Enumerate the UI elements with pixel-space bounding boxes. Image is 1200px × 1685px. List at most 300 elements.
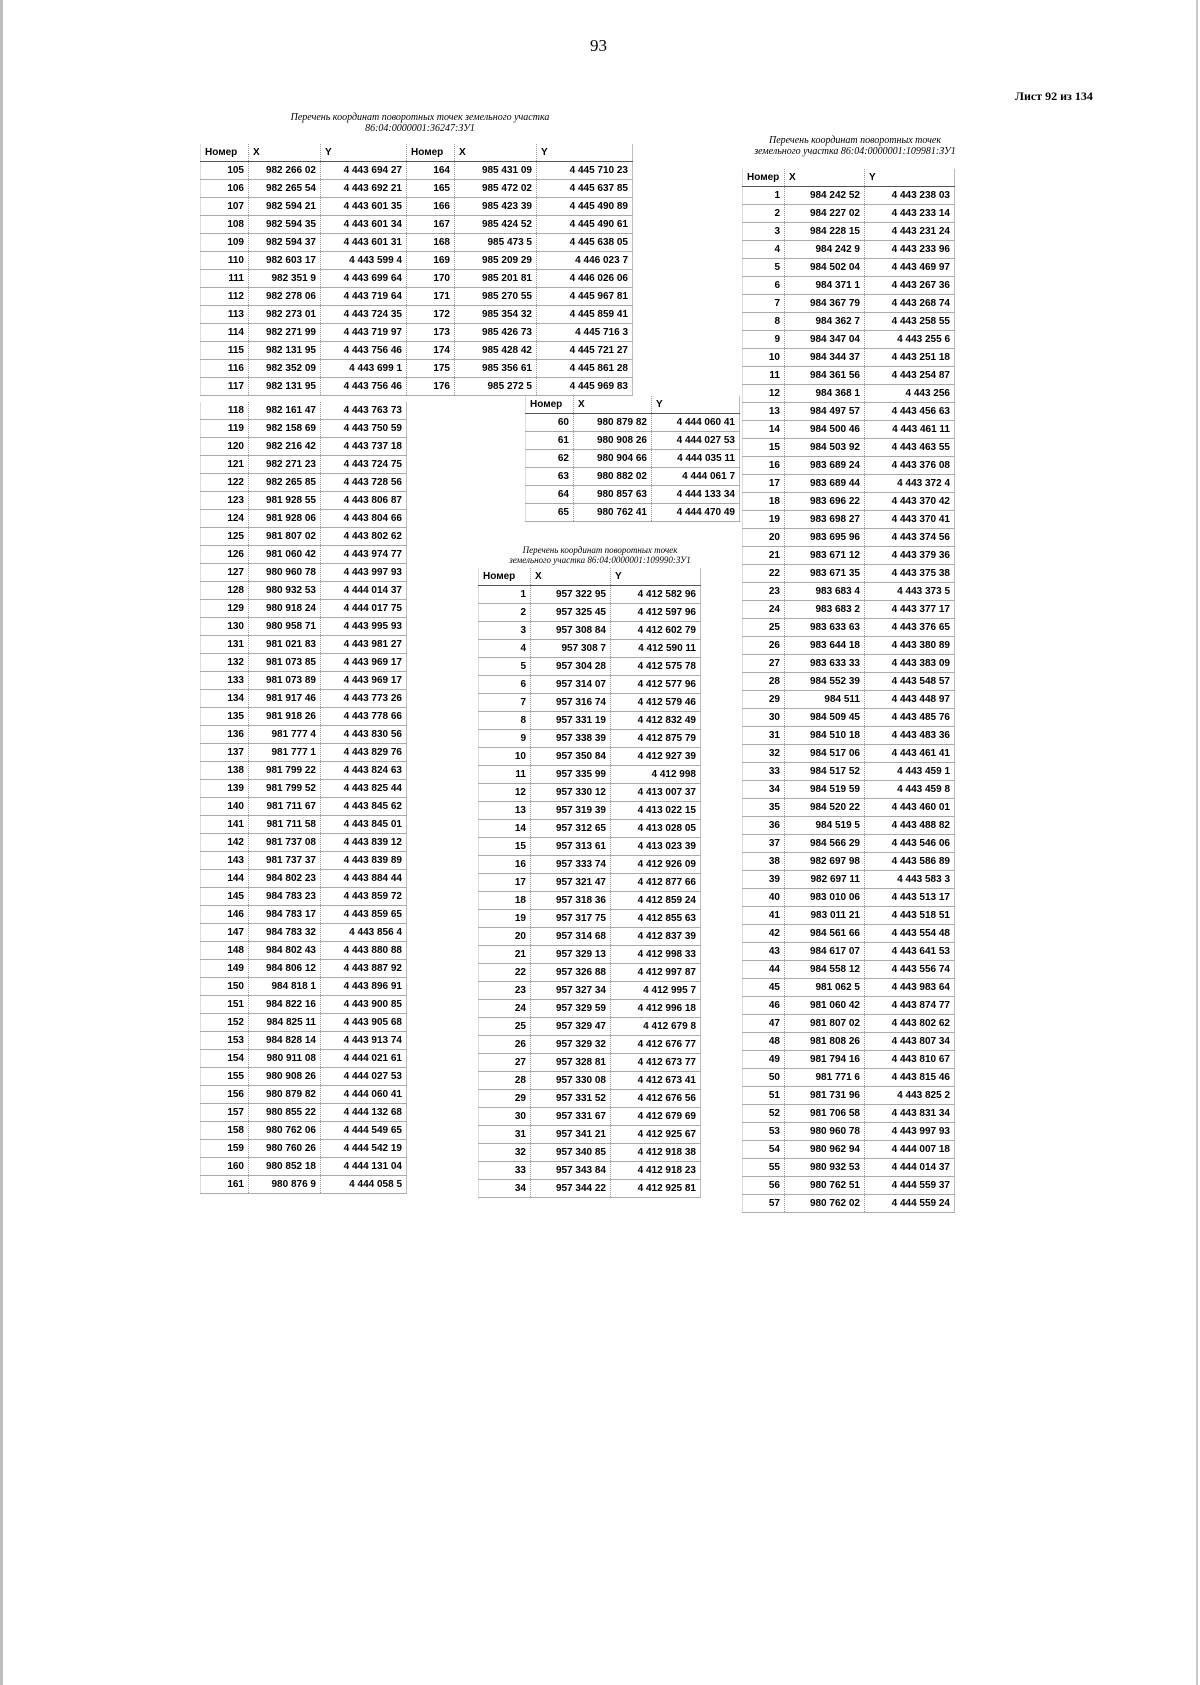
cell-y: 4 443 238 03 xyxy=(865,187,955,205)
cell-y: 4 444 132 68 xyxy=(321,1104,407,1122)
cell-x: 980 857 63 xyxy=(574,486,652,504)
table1-caption-line1: Перечень координат поворотных точек земельного участка xyxy=(290,112,550,123)
cell-number: 120 xyxy=(201,438,249,456)
cell-number: 143 xyxy=(201,852,249,870)
cell-number: 106 xyxy=(201,180,249,198)
cell-y: 4 412 918 23 xyxy=(611,1162,701,1180)
table-row xyxy=(479,1180,701,1198)
table1-caption xyxy=(260,112,580,134)
cell-y: 4 443 267 36 xyxy=(865,277,955,295)
cell-y: 4 443 763 73 xyxy=(321,402,407,420)
cell-x: 980 962 94 xyxy=(785,1141,865,1159)
cell-number: 127 xyxy=(201,564,249,582)
cell-number: 29 xyxy=(479,1090,531,1108)
cell-number: 43 xyxy=(743,943,785,961)
cell-y: 4 443 459 8 xyxy=(865,781,955,799)
table-row xyxy=(201,1176,407,1194)
table4-caption-line1: Перечень координат поворотных точек xyxy=(768,135,942,146)
cell-number: 13 xyxy=(479,802,531,820)
cell-x: 980 932 53 xyxy=(785,1159,865,1177)
cell-y: 4 443 374 56 xyxy=(865,529,955,547)
cell-x: 980 918 24 xyxy=(249,600,321,618)
cell-number: 60 xyxy=(526,414,574,432)
page-number: 93 xyxy=(590,36,607,55)
cell-x: 984 519 59 xyxy=(785,781,865,799)
cell-x: 985 354 32 xyxy=(455,306,537,324)
table-row xyxy=(201,456,407,474)
table-row xyxy=(526,504,740,522)
table-row xyxy=(479,910,701,928)
cell-y: 4 443 258 55 xyxy=(865,313,955,331)
cell-y: 4 413 022 15 xyxy=(611,802,701,820)
table-row xyxy=(743,817,955,835)
cell-x: 984 520 22 xyxy=(785,799,865,817)
table-row xyxy=(743,889,955,907)
table-row xyxy=(743,1069,955,1087)
table-row xyxy=(743,1195,955,1213)
cell-number: 52 xyxy=(743,1105,785,1123)
cell-y: 4 443 750 59 xyxy=(321,420,407,438)
cell-x: 957 308 7 xyxy=(531,640,611,658)
table-row xyxy=(743,799,955,817)
header-number: Номер xyxy=(407,144,455,162)
cell-y: 4 412 673 41 xyxy=(611,1072,701,1090)
cell-x: 980 908 26 xyxy=(249,1068,321,1086)
cell-y: 4 444 017 75 xyxy=(321,600,407,618)
cell-y: 4 445 859 41 xyxy=(537,306,633,324)
cell-number: 131 xyxy=(201,636,249,654)
cell-number: 21 xyxy=(479,946,531,964)
cell-number: 55 xyxy=(743,1159,785,1177)
table-row xyxy=(201,180,633,198)
cell-number: 22 xyxy=(743,565,785,583)
cell-number: 3 xyxy=(479,622,531,640)
cell-x: 982 594 37 xyxy=(249,234,321,252)
cell-y: 4 443 825 44 xyxy=(321,780,407,798)
cell-x: 982 603 17 xyxy=(249,252,321,270)
cell-y: 4 443 839 12 xyxy=(321,834,407,852)
table-row xyxy=(743,529,955,547)
cell-number: 165 xyxy=(407,180,455,198)
cell-x: 981 060 42 xyxy=(785,997,865,1015)
cell-y: 4 412 676 56 xyxy=(611,1090,701,1108)
table-row xyxy=(201,888,407,906)
table-row xyxy=(743,1159,955,1177)
cell-x: 980 762 02 xyxy=(785,1195,865,1213)
cell-number: 5 xyxy=(743,259,785,277)
cell-x: 980 760 26 xyxy=(249,1140,321,1158)
cell-number: 41 xyxy=(743,907,785,925)
cell-x: 957 340 85 xyxy=(531,1144,611,1162)
cell-x: 984 497 57 xyxy=(785,403,865,421)
table1-caption-line2: 86:04:0000001:36247:ЗУ1 xyxy=(365,123,475,134)
table-row xyxy=(743,979,955,997)
cell-number: 15 xyxy=(479,838,531,856)
cell-number: 146 xyxy=(201,906,249,924)
coordinates-table-1-continued xyxy=(200,402,407,1194)
cell-number: 175 xyxy=(407,360,455,378)
cell-y: 4 443 377 17 xyxy=(865,601,955,619)
cell-number: 25 xyxy=(479,1018,531,1036)
cell-number: 24 xyxy=(743,601,785,619)
table-row xyxy=(479,1108,701,1126)
cell-y: 4 443 469 97 xyxy=(865,259,955,277)
cell-number: 130 xyxy=(201,618,249,636)
table-row xyxy=(201,1050,407,1068)
cell-x: 983 633 33 xyxy=(785,655,865,673)
cell-x: 957 327 34 xyxy=(531,982,611,1000)
cell-y: 4 443 997 93 xyxy=(865,1123,955,1141)
scan-edge-right xyxy=(1196,0,1198,1685)
cell-y: 4 443 831 34 xyxy=(865,1105,955,1123)
table-row xyxy=(201,378,633,396)
table-row xyxy=(201,690,407,708)
cell-number: 142 xyxy=(201,834,249,852)
cell-y: 4 445 638 05 xyxy=(537,234,633,252)
cell-number: 64 xyxy=(526,486,574,504)
cell-x: 985 272 5 xyxy=(455,378,537,396)
cell-y: 4 443 459 1 xyxy=(865,763,955,781)
cell-y: 4 444 559 37 xyxy=(865,1177,955,1195)
cell-number: 176 xyxy=(407,378,455,396)
cell-y: 4 443 599 4 xyxy=(321,252,407,270)
cell-x: 981 771 6 xyxy=(785,1069,865,1087)
cell-y: 4 443 802 62 xyxy=(865,1015,955,1033)
table-row xyxy=(479,838,701,856)
cell-x: 984 344 37 xyxy=(785,349,865,367)
table-row xyxy=(743,943,955,961)
cell-y: 4 443 380 89 xyxy=(865,637,955,655)
cell-number: 134 xyxy=(201,690,249,708)
table-row xyxy=(201,1014,407,1032)
cell-x: 957 314 07 xyxy=(531,676,611,694)
cell-x: 981 737 08 xyxy=(249,834,321,852)
cell-y: 4 412 837 39 xyxy=(611,928,701,946)
cell-x: 981 799 52 xyxy=(249,780,321,798)
cell-number: 172 xyxy=(407,306,455,324)
header-x: X xyxy=(455,144,537,162)
cell-number: 164 xyxy=(407,162,455,180)
cell-y: 4 444 060 41 xyxy=(321,1086,407,1104)
cell-number: 3 xyxy=(743,223,785,241)
cell-x: 984 361 56 xyxy=(785,367,865,385)
cell-number: 160 xyxy=(201,1158,249,1176)
header-number: Номер xyxy=(743,169,785,187)
cell-x: 980 960 78 xyxy=(785,1123,865,1141)
table-row xyxy=(743,439,955,457)
cell-number: 27 xyxy=(743,655,785,673)
cell-y: 4 443 461 41 xyxy=(865,745,955,763)
cell-y: 4 443 461 11 xyxy=(865,421,955,439)
cell-number: 8 xyxy=(743,313,785,331)
cell-x: 957 319 39 xyxy=(531,802,611,820)
table-row xyxy=(743,1051,955,1069)
cell-x: 984 511 xyxy=(785,691,865,709)
table-row xyxy=(526,450,740,468)
cell-x: 984 519 5 xyxy=(785,817,865,835)
cell-x: 984 552 39 xyxy=(785,673,865,691)
cell-number: 18 xyxy=(743,493,785,511)
table-row xyxy=(201,1068,407,1086)
table-row xyxy=(479,604,701,622)
table-row xyxy=(479,676,701,694)
table-row xyxy=(743,745,955,763)
cell-number: 122 xyxy=(201,474,249,492)
cell-x: 957 316 74 xyxy=(531,694,611,712)
cell-x: 957 330 08 xyxy=(531,1072,611,1090)
table-row xyxy=(201,1140,407,1158)
cell-x: 982 131 95 xyxy=(249,342,321,360)
cell-x: 984 362 7 xyxy=(785,313,865,331)
cell-x: 980 852 18 xyxy=(249,1158,321,1176)
table-row xyxy=(201,252,633,270)
table-row xyxy=(743,547,955,565)
table-row xyxy=(201,744,407,762)
cell-number: 50 xyxy=(743,1069,785,1087)
cell-x: 980 908 26 xyxy=(574,432,652,450)
cell-y: 4 443 913 74 xyxy=(321,1032,407,1050)
cell-y: 4 413 023 39 xyxy=(611,838,701,856)
cell-x: 981 918 26 xyxy=(249,708,321,726)
cell-x: 984 517 06 xyxy=(785,745,865,763)
table-row xyxy=(201,492,407,510)
cell-x: 980 958 71 xyxy=(249,618,321,636)
cell-x: 984 242 9 xyxy=(785,241,865,259)
cell-y: 4 412 673 77 xyxy=(611,1054,701,1072)
cell-x: 984 517 52 xyxy=(785,763,865,781)
table-row xyxy=(526,414,740,432)
cell-x: 983 671 12 xyxy=(785,547,865,565)
cell-y: 4 443 719 64 xyxy=(321,288,407,306)
cell-x: 982 278 06 xyxy=(249,288,321,306)
header-x: X xyxy=(785,169,865,187)
cell-x: 957 329 59 xyxy=(531,1000,611,1018)
cell-number: 10 xyxy=(743,349,785,367)
cell-number: 19 xyxy=(479,910,531,928)
table-row xyxy=(743,565,955,583)
cell-x: 980 762 51 xyxy=(785,1177,865,1195)
cell-number: 109 xyxy=(201,234,249,252)
cell-y: 4 443 778 66 xyxy=(321,708,407,726)
cell-x: 983 683 4 xyxy=(785,583,865,601)
cell-number: 42 xyxy=(743,925,785,943)
table-row xyxy=(743,493,955,511)
cell-y: 4 444 559 24 xyxy=(865,1195,955,1213)
cell-x: 984 368 1 xyxy=(785,385,865,403)
table-row xyxy=(743,259,955,277)
table-row xyxy=(743,511,955,529)
cell-number: 56 xyxy=(743,1177,785,1195)
cell-x: 981 777 4 xyxy=(249,726,321,744)
cell-x: 981 711 58 xyxy=(249,816,321,834)
cell-y: 4 443 692 21 xyxy=(321,180,407,198)
table-row xyxy=(201,1032,407,1050)
cell-y: 4 443 254 87 xyxy=(865,367,955,385)
cell-x: 984 510 18 xyxy=(785,727,865,745)
cell-number: 5 xyxy=(479,658,531,676)
table-row xyxy=(526,486,740,504)
table-row xyxy=(743,835,955,853)
coordinates-table-1 xyxy=(200,144,633,396)
cell-number: 7 xyxy=(479,694,531,712)
table-row xyxy=(743,1141,955,1159)
cell-number: 125 xyxy=(201,528,249,546)
cell-y: 4 443 830 56 xyxy=(321,726,407,744)
header-x: X xyxy=(531,568,611,586)
cell-x: 984 802 43 xyxy=(249,942,321,960)
table-row xyxy=(201,816,407,834)
table-row xyxy=(201,402,407,420)
cell-y: 4 444 027 53 xyxy=(652,432,740,450)
cell-x: 982 594 35 xyxy=(249,216,321,234)
cell-y: 4 446 026 06 xyxy=(537,270,633,288)
cell-x: 982 131 95 xyxy=(249,378,321,396)
cell-number: 53 xyxy=(743,1123,785,1141)
table-row xyxy=(743,349,955,367)
table-row xyxy=(743,187,955,205)
sheet-label: Лист 92 из 134 xyxy=(1015,89,1093,103)
cell-y: 4 443 728 56 xyxy=(321,474,407,492)
table-row xyxy=(479,946,701,964)
cell-y: 4 443 546 06 xyxy=(865,835,955,853)
cell-x: 985 473 5 xyxy=(455,234,537,252)
table-row xyxy=(201,546,407,564)
cell-y: 4 443 372 4 xyxy=(865,475,955,493)
cell-y: 4 443 601 34 xyxy=(321,216,407,234)
table-row xyxy=(479,874,701,892)
cell-x: 982 266 02 xyxy=(249,162,321,180)
cell-x: 982 271 99 xyxy=(249,324,321,342)
cell-x: 984 825 11 xyxy=(249,1014,321,1032)
table-row xyxy=(201,708,407,726)
cell-x: 980 911 08 xyxy=(249,1050,321,1068)
cell-number: 4 xyxy=(479,640,531,658)
cell-y: 4 443 463 55 xyxy=(865,439,955,457)
cell-number: 12 xyxy=(743,385,785,403)
cell-y: 4 443 641 53 xyxy=(865,943,955,961)
table-row xyxy=(201,726,407,744)
cell-y: 4 412 925 67 xyxy=(611,1126,701,1144)
cell-number: 34 xyxy=(479,1180,531,1198)
cell-number: 151 xyxy=(201,996,249,1014)
cell-number: 128 xyxy=(201,582,249,600)
cell-y: 4 443 829 76 xyxy=(321,744,407,762)
table-row xyxy=(479,928,701,946)
cell-number: 112 xyxy=(201,288,249,306)
cell-number: 25 xyxy=(743,619,785,637)
cell-y: 4 413 028 05 xyxy=(611,820,701,838)
cell-y: 4 412 877 66 xyxy=(611,874,701,892)
cell-number: 6 xyxy=(479,676,531,694)
cell-number: 152 xyxy=(201,1014,249,1032)
cell-y: 4 443 804 66 xyxy=(321,510,407,528)
table-row xyxy=(201,636,407,654)
cell-y: 4 443 981 27 xyxy=(321,636,407,654)
cell-y: 4 443 556 74 xyxy=(865,961,955,979)
table-row xyxy=(479,1162,701,1180)
cell-number: 140 xyxy=(201,798,249,816)
cell-y: 4 443 859 65 xyxy=(321,906,407,924)
table-row xyxy=(201,510,407,528)
cell-x: 985 423 39 xyxy=(455,198,537,216)
table-row xyxy=(479,730,701,748)
cell-y: 4 443 268 74 xyxy=(865,295,955,313)
cell-x: 980 855 22 xyxy=(249,1104,321,1122)
cell-y: 4 443 373 5 xyxy=(865,583,955,601)
table-row xyxy=(201,600,407,618)
cell-y: 4 413 007 37 xyxy=(611,784,701,802)
cell-number: 119 xyxy=(201,420,249,438)
table-row xyxy=(479,766,701,784)
cell-number: 35 xyxy=(743,799,785,817)
cell-number: 21 xyxy=(743,547,785,565)
cell-x: 984 228 15 xyxy=(785,223,865,241)
coordinates-table-4 xyxy=(742,169,955,1213)
cell-y: 4 443 887 92 xyxy=(321,960,407,978)
cell-y: 4 443 483 36 xyxy=(865,727,955,745)
cell-y: 4 443 983 64 xyxy=(865,979,955,997)
cell-x: 985 209 29 xyxy=(455,252,537,270)
header-y: Y xyxy=(537,144,633,162)
cell-x: 982 352 09 xyxy=(249,360,321,378)
cell-number: 28 xyxy=(743,673,785,691)
cell-number: 31 xyxy=(743,727,785,745)
cell-number: 18 xyxy=(479,892,531,910)
table-row xyxy=(743,313,955,331)
table-row xyxy=(479,784,701,802)
cell-x: 984 617 07 xyxy=(785,943,865,961)
cell-y: 4 443 896 91 xyxy=(321,978,407,996)
table-row xyxy=(479,1000,701,1018)
cell-x: 982 216 42 xyxy=(249,438,321,456)
cell-y: 4 412 859 24 xyxy=(611,892,701,910)
cell-number: 153 xyxy=(201,1032,249,1050)
cell-y: 4 444 060 41 xyxy=(652,414,740,432)
table-row xyxy=(743,421,955,439)
cell-y: 4 443 233 96 xyxy=(865,241,955,259)
table-row xyxy=(201,798,407,816)
cell-y: 4 444 470 49 xyxy=(652,504,740,522)
cell-x: 957 331 19 xyxy=(531,712,611,730)
cell-y: 4 412 998 xyxy=(611,766,701,784)
cell-number: 167 xyxy=(407,216,455,234)
cell-x: 985 424 52 xyxy=(455,216,537,234)
table-row xyxy=(201,654,407,672)
cell-number: 108 xyxy=(201,216,249,234)
cell-number: 39 xyxy=(743,871,785,889)
cell-number: 62 xyxy=(526,450,574,468)
cell-number: 24 xyxy=(479,1000,531,1018)
cell-x: 980 960 78 xyxy=(249,564,321,582)
table-row xyxy=(201,762,407,780)
cell-y: 4 445 969 83 xyxy=(537,378,633,396)
cell-y: 4 443 737 18 xyxy=(321,438,407,456)
cell-y: 4 412 926 09 xyxy=(611,856,701,874)
table-row xyxy=(479,1090,701,1108)
cell-x: 983 671 35 xyxy=(785,565,865,583)
cell-number: 148 xyxy=(201,942,249,960)
cell-x: 957 333 74 xyxy=(531,856,611,874)
table-row xyxy=(526,468,740,486)
cell-x: 981 928 55 xyxy=(249,492,321,510)
cell-number: 37 xyxy=(743,835,785,853)
table-row xyxy=(201,960,407,978)
table-row xyxy=(201,906,407,924)
cell-y: 4 443 880 88 xyxy=(321,942,407,960)
cell-number: 135 xyxy=(201,708,249,726)
scan-edge-left xyxy=(0,0,3,1685)
cell-number: 149 xyxy=(201,960,249,978)
